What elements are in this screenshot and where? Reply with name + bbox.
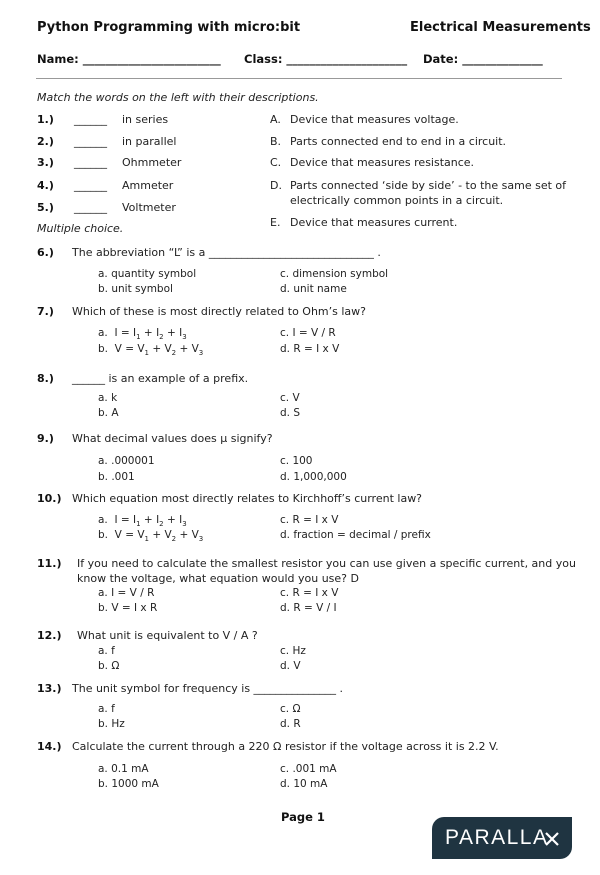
- match-number: 3.): [37, 156, 54, 169]
- question-number: 6.): [37, 246, 54, 259]
- match-number: 2.): [37, 135, 54, 148]
- logo-text: PARALLA: [445, 826, 549, 849]
- choice-a[interactable]: a. f: [98, 645, 115, 657]
- question-number: 12.): [37, 629, 62, 642]
- name-field[interactable]: Name: ________________________: [37, 52, 221, 66]
- choice-d[interactable]: d. 1,000,000: [280, 471, 347, 483]
- choice-b[interactable]: b. unit symbol: [98, 283, 173, 295]
- question-number: 13.): [37, 682, 62, 695]
- choice-b[interactable]: b. Ω: [98, 660, 120, 672]
- logo-x-icon: [544, 831, 560, 847]
- match-letter: A.: [270, 113, 281, 126]
- question-text: What decimal values does µ signify?: [72, 432, 273, 445]
- parallax-logo: [432, 817, 572, 859]
- choice-c[interactable]: c. R = I x V: [280, 587, 339, 599]
- choice-b[interactable]: b. .001: [98, 471, 135, 483]
- choice-d[interactable]: d. R = I x V: [280, 343, 340, 355]
- match-description: Parts connected ‘side by side’ - to the same set of: [290, 179, 567, 192]
- worksheet-topic-title: Electrical Measurements: [410, 20, 591, 35]
- question-text: Calculate the current through a 220 Ω resistor if the voltage across it is 2.2 V.: [72, 740, 499, 753]
- match-letter: E.: [270, 216, 281, 229]
- choice-b[interactable]: b. V = I x R: [98, 602, 158, 614]
- match-blank[interactable]: ______: [74, 201, 107, 214]
- question-text: Which of these is most directly related to Ohm’s law?: [72, 305, 366, 318]
- question-number: 14.): [37, 740, 62, 753]
- choice-a[interactable]: a. .000001: [98, 455, 155, 467]
- matching-instruction: Match the words on the left with their descriptions.: [37, 91, 319, 104]
- choice-c[interactable]: c. R = I x V: [280, 514, 339, 526]
- choice-d[interactable]: d. 10 mA: [280, 778, 328, 790]
- choice-b[interactable]: b. $V = V_1 + V_2 + V_3$: [98, 343, 204, 358]
- question-text: The unit symbol for frequency is _______________ .: [72, 682, 344, 695]
- match-blank[interactable]: ______: [74, 113, 107, 126]
- question-number: 9.): [37, 432, 54, 445]
- choice-b[interactable]: b. $V = V_1 + V_2 + V_3$: [98, 529, 204, 544]
- match-term: Ammeter: [122, 179, 174, 192]
- choice-c[interactable]: c. dimension symbol: [280, 268, 389, 280]
- match-term: in series: [122, 113, 169, 126]
- question-text: ______ is an example of a prefix.: [72, 372, 249, 385]
- question-text: The abbreviation “L” is a ______________________________ .: [72, 246, 381, 259]
- question-text: Which equation most directly relates to Kirchhoff’s current law?: [72, 492, 423, 505]
- choice-d[interactable]: d. R = V / I: [280, 602, 337, 614]
- choice-c[interactable]: c. .001 mA: [280, 763, 337, 775]
- choice-a[interactable]: a. $I = I_1 + I_2 + I_3$: [98, 514, 187, 529]
- choice-a[interactable]: a. $I = I_1 + I_2 + I_3$: [98, 327, 187, 342]
- match-letter: C.: [270, 156, 282, 169]
- choice-a[interactable]: a. 0.1 mA: [98, 763, 149, 775]
- choice-d[interactable]: d. R: [280, 718, 301, 730]
- choice-d[interactable]: d. V: [280, 660, 301, 672]
- question-number: 7.): [37, 305, 54, 318]
- choice-a[interactable]: a. quantity symbol: [98, 268, 197, 280]
- worksheet-course-title: Python Programming with micro:bit: [37, 20, 301, 35]
- match-description: Parts connected end to end in a circuit.: [290, 135, 507, 148]
- multiple-choice-heading: Multiple choice.: [37, 222, 124, 235]
- class-field[interactable]: Class: _____________________: [244, 52, 408, 66]
- choice-d[interactable]: d. S: [280, 407, 301, 419]
- question-text: If you need to calculate the smallest resistor you can use given a specific current, and you: [77, 557, 576, 570]
- choice-d[interactable]: d. unit name: [280, 283, 347, 295]
- date-field[interactable]: Date: ______________: [423, 52, 543, 66]
- choice-c[interactable]: c. Ω: [280, 703, 301, 715]
- match-description-cont: electrically common points in a circuit.: [290, 194, 504, 207]
- match-term: in parallel: [122, 135, 177, 148]
- match-term: Voltmeter: [122, 201, 176, 214]
- question-text-cont: know the voltage, what equation would you use? D: [77, 572, 359, 585]
- choice-a[interactable]: a. f: [98, 703, 115, 715]
- question-number: 10.): [37, 492, 62, 505]
- match-blank[interactable]: ______: [74, 156, 107, 169]
- match-description: Device that measures voltage.: [290, 113, 459, 126]
- choice-c[interactable]: c. 100: [280, 455, 313, 467]
- match-number: 5.): [37, 201, 54, 214]
- match-blank[interactable]: ______: [74, 135, 107, 148]
- choice-a[interactable]: a. k: [98, 392, 118, 404]
- choice-c[interactable]: c. Hz: [280, 645, 306, 657]
- question-number: 11.): [37, 557, 62, 570]
- match-description: Device that measures resistance.: [290, 156, 475, 169]
- question-number: 8.): [37, 372, 54, 385]
- match-blank[interactable]: ______: [74, 179, 107, 192]
- choice-c[interactable]: c. V: [280, 392, 300, 404]
- match-number: 4.): [37, 179, 54, 192]
- header-divider: [36, 78, 562, 79]
- choice-c[interactable]: c. I = V / R: [280, 327, 336, 339]
- match-term: Ohmmeter: [122, 156, 182, 169]
- match-description: Device that measures current.: [290, 216, 458, 229]
- page-number: Page 1: [281, 810, 325, 824]
- question-text: What unit is equivalent to V / A ?: [77, 629, 258, 642]
- choice-b[interactable]: b. A: [98, 407, 119, 419]
- match-letter: B.: [270, 135, 282, 148]
- match-number: 1.): [37, 113, 54, 126]
- choice-b[interactable]: b. Hz: [98, 718, 125, 730]
- choice-d[interactable]: d. fraction = decimal / prefix: [280, 529, 431, 541]
- choice-b[interactable]: b. 1000 mA: [98, 778, 159, 790]
- match-letter: D.: [270, 179, 282, 192]
- choice-a[interactable]: a. I = V / R: [98, 587, 155, 599]
